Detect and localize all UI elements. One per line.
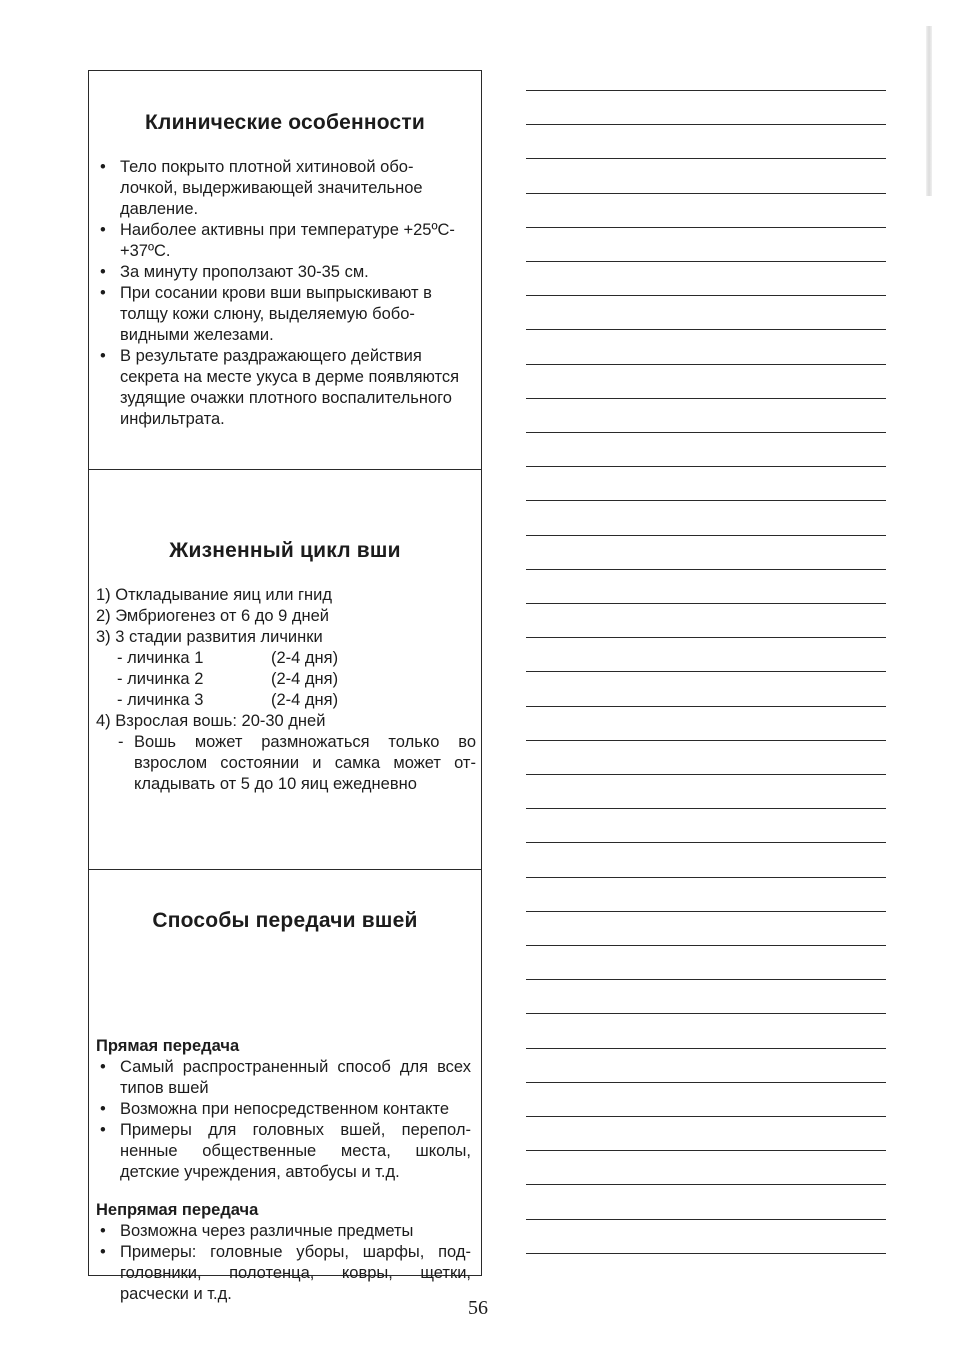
note-line	[526, 466, 886, 467]
direct-transmission-list	[95, 1057, 471, 1183]
life-cycle-note: - Вошь может размножаться только во взрослом состоянии и самка может откладывать от 5 до 10 яиц ежедневно	[96, 732, 476, 795]
note-line	[526, 877, 886, 878]
list-item: • Наиболее активны при температуре +25ºС-+37ºС.	[95, 220, 465, 262]
note-line	[526, 261, 886, 262]
note-line	[526, 193, 886, 194]
scan-edge-shadow	[926, 26, 932, 196]
note-line	[526, 979, 886, 980]
note-line	[526, 1048, 886, 1049]
clinical-features-list	[95, 157, 465, 430]
larva-stage-name: - личинка 3	[117, 691, 204, 709]
life-cycle-note-row	[96, 732, 476, 795]
larva-stage-duration: (2-4 дня)	[271, 649, 339, 667]
note-line	[526, 1253, 886, 1254]
note-line	[526, 740, 886, 741]
note-line	[526, 398, 886, 399]
note-line	[526, 1184, 886, 1185]
clinical-features-section	[89, 71, 481, 470]
note-line	[526, 945, 886, 946]
list-item: • За минуту проползают 30-35 см.	[95, 262, 465, 283]
direct-transmission-heading: Прямая передача	[96, 1037, 240, 1055]
note-line	[526, 569, 886, 570]
note-line	[526, 295, 886, 296]
list-item: • Возможна через различные предметы	[95, 1221, 471, 1242]
transmission-title: Способы передачи вшей	[152, 909, 418, 932]
note-line	[526, 90, 886, 91]
note-line	[526, 671, 886, 672]
life-cycle-step: 2) Эмбриогенез от 6 до 9 дней	[96, 607, 330, 625]
note-line	[526, 842, 886, 843]
life-cycle-step: 3) 3 стадии развития личинки	[96, 628, 323, 646]
list-item: • Возможна при непосредственном контакте	[95, 1099, 471, 1120]
page-number: 56	[468, 1297, 488, 1319]
larva-stage-name: - личинка 2	[117, 670, 204, 688]
note-line	[526, 1082, 886, 1083]
life-cycle-title: Жизненный цикл вши	[169, 539, 401, 562]
larva-stage-row	[96, 648, 476, 669]
list-item: • Самый распространенный способ для всех типов вшей	[95, 1057, 471, 1099]
life-cycle-section	[89, 469, 481, 870]
note-line	[526, 364, 886, 365]
note-line	[526, 706, 886, 707]
note-line	[526, 911, 886, 912]
life-cycle-step: 1) Откладывание яиц или гнид	[96, 586, 332, 604]
note-line	[526, 227, 886, 228]
life-cycle-step: 4) Взрослая вошь: 20-30 дней	[96, 712, 326, 730]
list-item: • В результате раздражающего действия секрета на месте укуса в дерме появляются зудящие очажки плотного воспалительного инфильтрата.	[95, 346, 465, 430]
info-frame	[88, 70, 482, 1303]
note-line	[526, 535, 886, 536]
larva-stage-duration: (2-4 дня)	[271, 670, 339, 688]
note-line	[526, 1150, 886, 1151]
note-line	[526, 124, 886, 125]
list-item: • Примеры: головные уборы, шарфы, подголовники, полотенца, ковры, щетки, расчески и т.д.	[95, 1242, 471, 1305]
note-line	[526, 637, 886, 638]
note-line	[526, 329, 886, 330]
clinical-features-title: Клинические особенности	[145, 111, 425, 134]
list-item: • При сосании крови вши выпрыскивают в толщу кожи слюну, выделяемую бобовидными железами.	[95, 283, 465, 346]
larva-stage-duration: (2-4 дня)	[271, 691, 339, 709]
larva-stage-row	[96, 690, 476, 711]
note-line	[526, 1116, 886, 1117]
note-line	[526, 500, 886, 501]
note-line	[526, 1013, 886, 1014]
note-line	[526, 1219, 886, 1220]
indirect-transmission-list	[95, 1221, 471, 1305]
larva-stage-name: - личинка 1	[117, 649, 204, 667]
note-line	[526, 432, 886, 433]
note-line	[526, 603, 886, 604]
note-line	[526, 158, 886, 159]
list-item: • Тело покрыто плотной хитиновой оболочкой, выдерживающей значительное давление.	[95, 157, 465, 220]
larva-stage-row	[96, 669, 476, 690]
list-item: • Примеры для головных вшей, переполненные общественные места, школы, детские учреждения, автобусы и т.д.	[95, 1120, 471, 1183]
note-line	[526, 808, 886, 809]
life-cycle-list	[96, 585, 476, 795]
indirect-transmission-heading: Непрямая передача	[96, 1201, 259, 1219]
note-line	[526, 774, 886, 775]
transmission-section	[89, 869, 481, 1303]
